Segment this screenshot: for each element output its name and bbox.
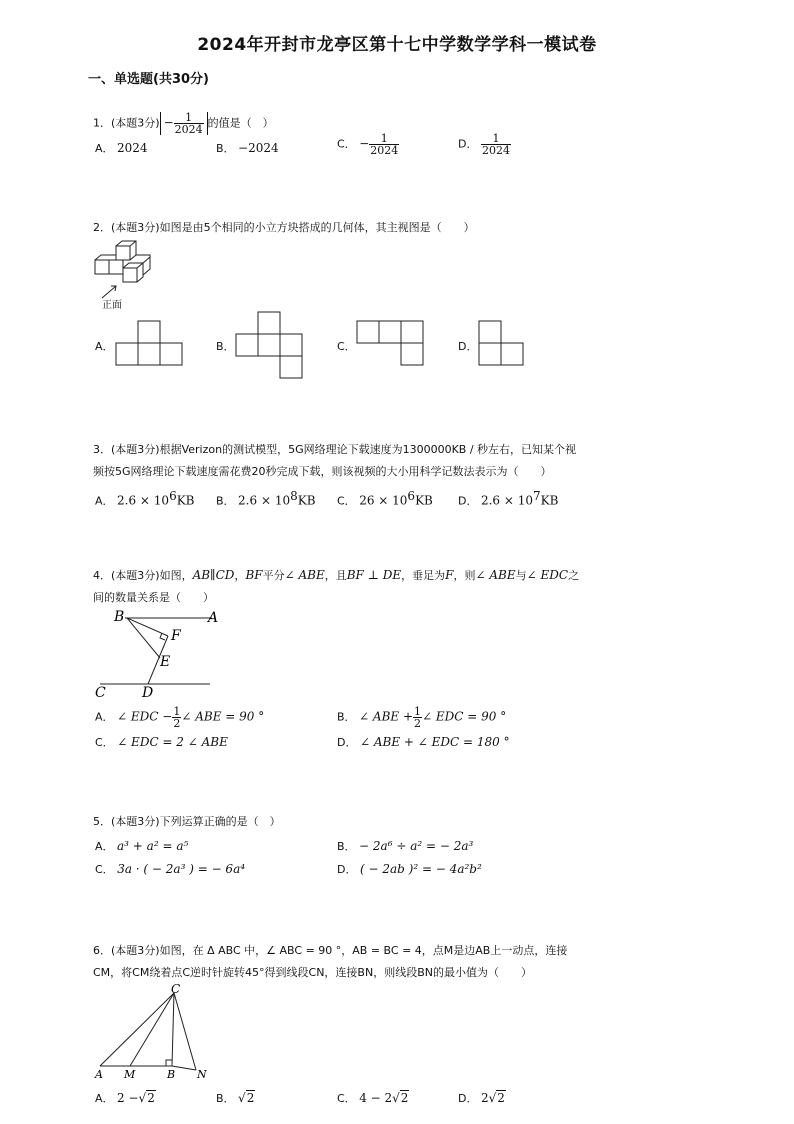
fraction: $\frac{1}{2024}$ [174, 111, 203, 136]
q5-option-a[interactable]: A． a³ + a² = a⁵ [95, 839, 189, 853]
exam-title: 2024年开封市龙亭区第十七中学数学学科一模试卷 [197, 35, 597, 55]
question-3-line-1: 3．(本题3分)根据Verizon的测试模型，5G网络理论下载速度为1300000KB / 秒左右，已知某个视 [93, 443, 577, 456]
q5-option-b[interactable]: B． − 2a⁶ ÷ a² = − 2a³ [337, 839, 474, 853]
q6-option-b[interactable]: B． √2 [216, 1091, 255, 1105]
q6-option-c[interactable]: C． 4 − 2√2 [337, 1091, 409, 1105]
q2-option-d-label[interactable]: D． [458, 340, 478, 353]
q4-geometry-figure [92, 608, 222, 700]
point-label-f: F [171, 628, 181, 644]
section-heading: 一、单选题(共30分) [88, 72, 209, 87]
front-view-label: 正面 [102, 300, 122, 311]
point-label-c: C [171, 982, 181, 996]
q3-option-c[interactable]: C． $26 \times 10^6KB$ [337, 489, 433, 508]
point-label-a: A [95, 1068, 103, 1081]
q3-option-a[interactable]: A． $2.6 \times 10^6KB$ [95, 489, 195, 508]
q6-geometry-figure [92, 980, 222, 1084]
point-label-b: B [114, 609, 125, 625]
q5-option-c[interactable]: C． 3a · ( − 2a³ ) = − 6a⁴ [95, 862, 246, 876]
q1-option-a[interactable]: A． 2024 [95, 141, 148, 155]
q2-option-b-figure[interactable] [236, 311, 306, 381]
q6-option-a[interactable]: A． 2 −√2 [95, 1091, 155, 1105]
q5-option-d[interactable]: D． ( − 2ab )² = − 4a²b² [337, 862, 482, 876]
question-2-stem: 2．(本题3分)如图是由5个相同的小立方块搭成的几何体，其主视图是（ ） [93, 221, 475, 234]
q3-option-d[interactable]: D． $2.6 \times 10^7KB$ [458, 489, 559, 508]
question-6-line-1: 6．(本题3分)如图，在 Δ ABC 中，∠ ABC = 90 °，AB = BC = 4，点M是边AB上一动点，连接 [93, 944, 568, 957]
q3-option-b[interactable]: B． $2.6 \times 10^8KB$ [216, 489, 316, 508]
point-label-m: M [124, 1068, 136, 1081]
q4-option-c[interactable]: C． ∠ EDC = 2 ∠ ABE [95, 735, 228, 749]
point-label-n: N [197, 1068, 207, 1081]
point-label-d: D [142, 685, 154, 701]
q4-option-d[interactable]: D． ∠ ABE + ∠ EDC = 180 ° [337, 735, 510, 749]
point-label-c: C [95, 685, 106, 701]
q2-option-c-label[interactable]: C． [337, 340, 356, 353]
point-label-a: A [208, 610, 219, 626]
question-4-line-1: 4．(本题3分)如图，AB∥CD，BF平分∠ ABE，且BF ⊥ DE，垂足为F，则∠ ABE与∠ EDC之 [93, 568, 580, 582]
question-3-line-2: 频按5G网络理论下载速度需花费20秒完成下载，则该视频的大小用科学记数法表示为（ ） [93, 465, 552, 478]
q2-option-c-figure[interactable] [357, 320, 427, 368]
q1-option-c[interactable]: C． − $\frac{1}{2024}$ [337, 132, 399, 157]
question-6-line-2: CM，将CM绕着点C逆时针旋转45°得到线段CN，连接BN，则线段BN的最小值为（ ） [93, 966, 532, 979]
q2-option-d-figure[interactable] [479, 320, 529, 368]
question-1-stem: 1．(本题3分) − $\frac{1}{2024}$ 的值是（ ） [93, 111, 274, 136]
question-4-line-2: 间的数量关系是（ ） [93, 591, 214, 604]
question-5-stem: 5．(本题3分)下列运算正确的是（ ） [93, 815, 281, 828]
point-label-b: B [167, 1068, 176, 1081]
absolute-value-expression: − $\frac{1}{2024}$ [160, 112, 208, 135]
question-1-number: 1．(本题3分) [93, 116, 160, 130]
q2-option-a-label[interactable]: A． [95, 340, 114, 353]
point-label-e: E [160, 654, 171, 670]
q1-option-b[interactable]: B． −2024 [216, 141, 279, 155]
q2-option-b-label[interactable]: B． [216, 340, 235, 353]
q6-option-d[interactable]: D． 2√2 [458, 1091, 505, 1105]
q4-option-a[interactable]: A． ∠ EDC − $\frac{1}{2}$ ∠ ABE = 90 ° [95, 705, 265, 730]
q4-option-b[interactable]: B． ∠ ABE + $\frac{1}{2}$ ∠ EDC = 90 ° [337, 705, 507, 730]
q2-option-a-figure[interactable] [116, 320, 186, 368]
q1-option-d[interactable]: D． $\frac{1}{2024}$ [458, 132, 510, 157]
